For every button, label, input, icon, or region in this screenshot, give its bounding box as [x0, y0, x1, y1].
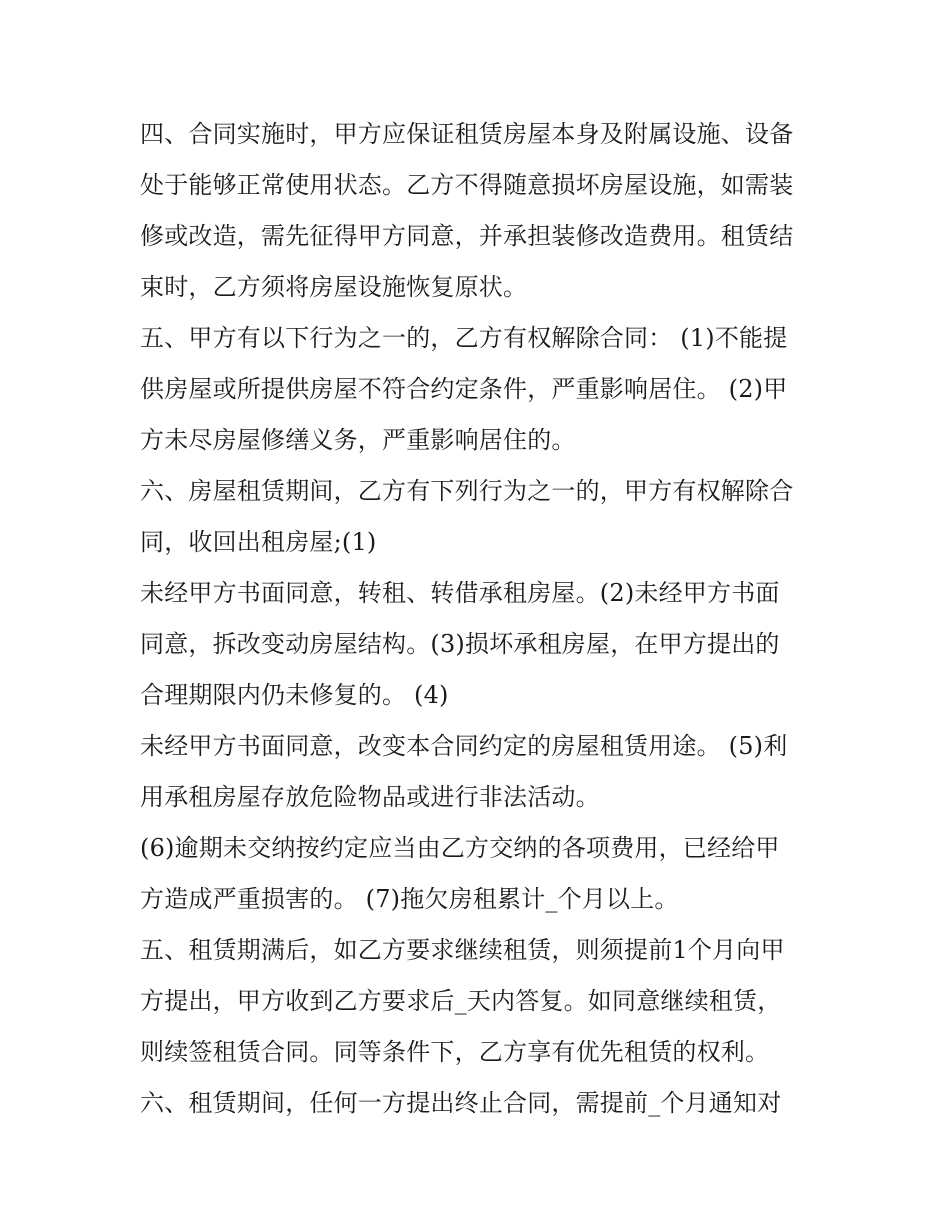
text-line: 则续签租赁合同。同等条件下，乙方享有优先租赁的权利。 [140, 1038, 770, 1066]
text-line: 方提出，甲方收到乙方要求后_天内答复。如同意继续租赁， [140, 987, 782, 1015]
text-line: 合理期限内仍未修复的。 (4) [140, 681, 449, 709]
text-line: 束时，乙方须将房屋设施恢复原状。 [140, 273, 528, 301]
text-line: 用承租房屋存放危险物品或进行非法活动。 [140, 783, 600, 811]
text-line: (6)逾期未交纳按约定应当由乙方交纳的各项费用，已经给甲 [140, 834, 780, 862]
text-line: 五、租赁期满后，如乙方要求继续租赁，则须提前1个月向甲 [140, 936, 785, 964]
text-line: 未经甲方书面同意，转租、转借承租房屋。(2)未经甲方书面 [140, 579, 780, 607]
text-line: 修或改造，需先征得甲方同意，并承担装修改造费用。租赁结 [140, 222, 794, 250]
text-line: 同，收回出租房屋;(1) [140, 528, 377, 556]
text-line: 同意，拆改变动房屋结构。(3)损坏承租房屋，在甲方提出的 [140, 630, 780, 658]
text-line: 方未尽房屋修缮义务，严重影响居住的。 [140, 426, 576, 454]
text-line: 处于能够正常使用状态。乙方不得随意损坏房屋设施，如需装 [140, 171, 794, 199]
text-line: 五、甲方有以下行为之一的，乙方有权解除合同： (1)不能提 [140, 324, 788, 352]
contract-text [140, 109, 830, 1129]
text-line: 六、租赁期间，任何一方提出终止合同，需提前_个月通知对 [140, 1089, 782, 1117]
text-line: 供房屋或所提供房屋不符合约定条件，严重影响居住。 (2)甲 [140, 375, 788, 403]
text-line: 六、房屋租赁期间，乙方有下列行为之一的，甲方有权解除合 [140, 477, 794, 505]
text-line: 未经甲方书面同意，改变本合同约定的房屋租赁用途。 (5)利 [140, 732, 788, 760]
text-line: 方造成严重损害的。 (7)拖欠房租累计_个月以上。 [140, 885, 679, 913]
text-line: 四、合同实施时，甲方应保证租赁房屋本身及附属设施、设备 [140, 120, 794, 148]
